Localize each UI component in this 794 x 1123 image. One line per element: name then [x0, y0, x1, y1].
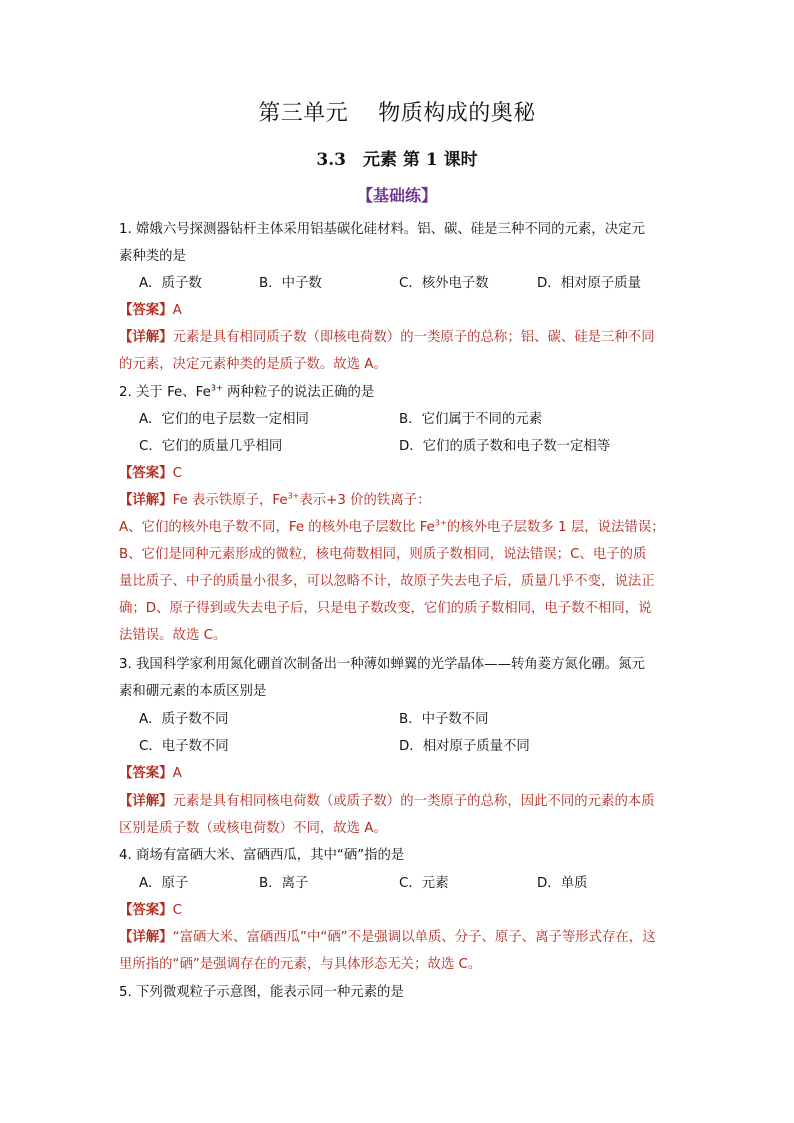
q3-detail-line2: 区别是质子数（或核电荷数）不同，故选 A。: [119, 821, 387, 836]
detail-text-end: 表示+3 价的铁离子：: [299, 493, 431, 508]
detail-tag: 【详解】: [119, 930, 173, 945]
q2-option-b: B．它们属于不同的元素: [399, 412, 543, 427]
q3-option-d: D．相对原子质量不同: [399, 739, 530, 754]
detail-text: “富硒大米、富硒西瓜”中“硒”不是强调以单质、分子、原子、离子等形式存在，这: [172, 930, 656, 945]
answer-tag: 【答案】: [119, 766, 173, 781]
q1-stem-line1: 1. 嫦娥六号探测器钻杆主体采用铝基碳化硅材料。铝、碳、硅是三种不同的元素，决定元: [119, 222, 645, 237]
answer-tag: 【答案】: [119, 303, 173, 318]
q3-answer: [119, 765, 679, 783]
q3-stem-line2: 素和硼元素的本质区别是: [119, 684, 267, 699]
answer-value: A: [172, 766, 182, 781]
q3-option-c: C．电子数不同: [139, 739, 229, 754]
detail-text: Fe 表示铁原子，Fe: [172, 493, 288, 508]
q4-option-a: A．原子: [139, 876, 189, 891]
q2-answer: [119, 465, 679, 483]
q4-answer: [119, 902, 679, 920]
q2-option-a: A．它们的电子层数一定相同: [139, 412, 309, 427]
detail-text: 元素是具有相同核电荷数（或质子数）的一类原子的总称，因此不同的元素的本质: [172, 794, 655, 809]
q1-answer: [119, 302, 679, 320]
detail-text: A、它们的核外电子数不同，Fe 的核外电子层数比 Fe: [119, 520, 435, 535]
q3-option-b: B．中子数不同: [399, 712, 489, 727]
q2-stem-text-end: 两种粒子的说法正确的是: [222, 385, 375, 400]
q4-detail-line1: [119, 929, 679, 947]
q2-detail-line2: [119, 519, 679, 537]
q5-stem: 5. 下列微观粒子示意图，能表示同一种元素的是: [119, 985, 404, 1000]
detail-text: 元素是具有相同质子数（即核电荷数）的一类原子的总称；铝、碳、硅是三种不同: [172, 330, 655, 345]
answer-value: A: [172, 303, 182, 318]
detail-superscript: 3+: [434, 518, 447, 528]
q3-option-a: A．质子数不同: [139, 712, 229, 727]
section-heading: 【基础练】: [356, 186, 437, 205]
q2-detail-line3: B、它们是同种元素形成的微粒，核电荷数相同，则质子数相同，说法错误；C、电子的质: [119, 547, 647, 562]
q2-stem-superscript: 3+: [210, 383, 223, 393]
q3-detail-line1: [119, 793, 679, 811]
answer-value: C: [172, 903, 182, 918]
q1-option-d: D．相对原子质量: [537, 276, 642, 291]
q1-stem-line2: 素种类的是: [119, 249, 186, 264]
q1-option-a: A．质子数: [139, 276, 202, 291]
detail-tag: 【详解】: [119, 330, 173, 345]
q2-detail-line4: 量比质子、中子的质量小很多，可以忽略不计，故原子失去电子后，质量几乎不变，说法正: [119, 574, 655, 589]
q4-option-d: D．单质: [537, 876, 588, 891]
q2-detail-line5: 确；D、原子得到或失去电子后，只是电子数改变，它们的质子数相同，电子数不相同，说: [119, 601, 652, 616]
q2-detail-line1: [119, 492, 679, 510]
answer-tag: 【答案】: [119, 903, 173, 918]
page-title: 第三单元 物质构成的奥秘: [258, 101, 536, 126]
q4-option-b: B．离子: [259, 876, 309, 891]
q2-option-c: C．它们的质量几乎相同: [139, 439, 283, 454]
q4-detail-line2: 里所指的“硒”是强调存在的元素，与具体形态无关；故选 C。: [119, 957, 482, 972]
q4-stem: 4. 商场有富硒大米、富硒西瓜，其中“硒”指的是: [119, 848, 405, 863]
q1-option-c: C．核外电子数: [399, 276, 489, 291]
q3-stem-line1: 3. 我国科学家利用氮化硼首次制备出一种薄如蝉翼的光学晶体——转角菱方氮化硼。氮元: [119, 657, 645, 672]
detail-superscript: 3+: [287, 491, 300, 501]
answer-value: C: [172, 466, 182, 481]
lesson-subtitle: 3.3 元素 第 1 课时: [316, 150, 478, 170]
q2-stem-text: 2. 关于 Fe、Fe: [119, 385, 211, 400]
q4-option-c: C．元素: [399, 876, 449, 891]
detail-text-end: 的核外电子层数多 1 层，说法错误；: [446, 520, 665, 535]
q1-detail-line1: [119, 329, 679, 347]
detail-tag: 【详解】: [119, 794, 173, 809]
q2-detail-line6: 法错误。故选 C。: [119, 628, 227, 643]
q2-stem: [119, 384, 679, 402]
answer-tag: 【答案】: [119, 466, 173, 481]
q1-detail-line2: 的元素，决定元素种类的是质子数。故选 A。: [119, 357, 387, 372]
detail-tag: 【详解】: [119, 493, 173, 508]
q1-option-b: B．中子数: [259, 276, 322, 291]
q2-option-d: D．它们的质子数和电子数一定相等: [399, 439, 611, 454]
